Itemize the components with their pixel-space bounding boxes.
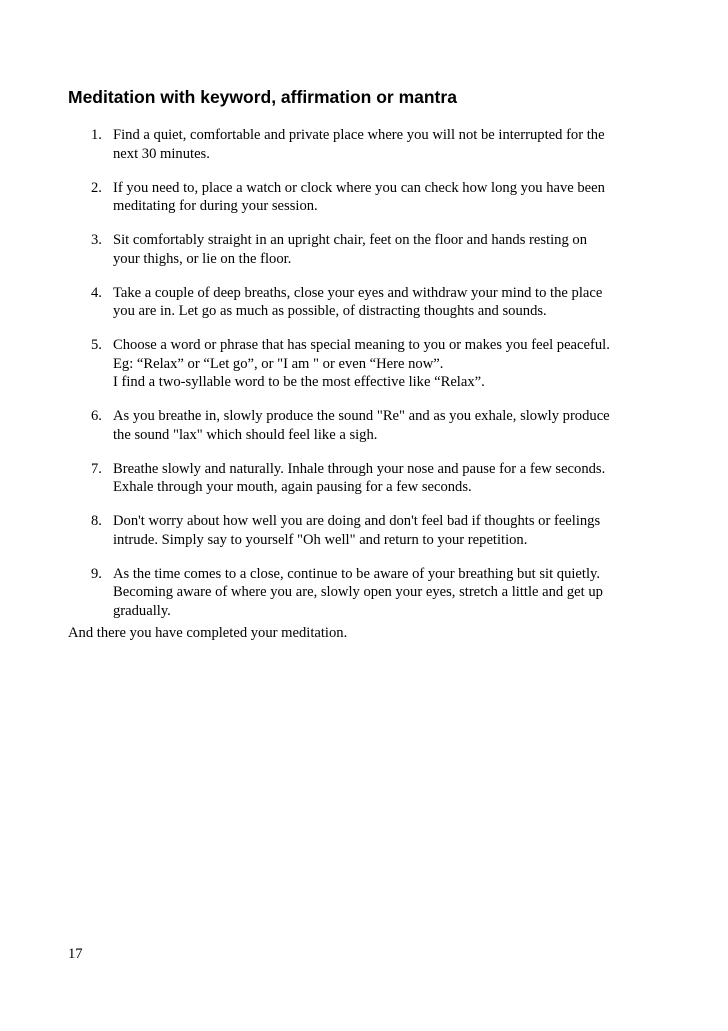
step-text-line: Don't worry about how well you are doing and don't feel bad if thoughts or feelings	[113, 513, 601, 529]
step-text-line: Sit comfortably straight in an upright chair, feet on the floor and hands resting on	[113, 232, 588, 248]
step-text-line: Choose a word or phrase that has special meaning to you or makes you feel peaceful.	[113, 337, 610, 353]
step-number: 8.	[91, 513, 102, 529]
closing-sentence: And there you have completed your meditation.	[68, 625, 348, 641]
step-text-line: As the time comes to a close, continue to be aware of your breathing but sit quietly.	[113, 565, 601, 582]
step-text-line: Find a quiet, comfortable and private place where you will not be interrupted for the	[113, 127, 605, 143]
list-item	[0, 126, 673, 163]
list-item	[0, 407, 673, 444]
step-number: 3.	[91, 232, 102, 248]
step-number: 6.	[91, 408, 102, 424]
step-text-line: the sound "lax" which should feel like a sigh.	[113, 426, 378, 443]
list-item	[0, 512, 673, 549]
step-number: 5.	[91, 337, 102, 353]
step-text-line: Exhale through your mouth, again pausing for a few seconds.	[113, 479, 472, 495]
step-number: 4.	[91, 284, 102, 301]
step-text-line: your thighs, or lie on the floor.	[113, 250, 292, 267]
step-number: 9.	[91, 565, 102, 582]
step-text-line: next 30 minutes.	[113, 145, 210, 162]
page-number: 17	[68, 946, 83, 962]
step-number: 2.	[91, 179, 102, 196]
list-item	[0, 179, 673, 216]
step-text-line: you are in. Let go as much as possible, of distracting thoughts and sounds.	[113, 303, 547, 319]
list-item	[0, 336, 673, 392]
step-number: 1.	[91, 127, 102, 143]
step-text-line: gradually.	[113, 602, 171, 619]
step-text-line: Take a couple of deep breaths, close your eyes and withdraw your mind to the place	[113, 284, 603, 301]
meditation-steps-list	[0, 126, 728, 636]
list-item	[0, 565, 673, 621]
list-item	[0, 231, 673, 268]
step-number: 7.	[91, 460, 102, 477]
list-item	[0, 284, 673, 321]
step-text-line: As you breathe in, slowly produce the sound "Re" and as you exhale, slowly produce	[113, 408, 610, 424]
step-text-line: If you need to, place a watch or clock where you can check how long you have been	[113, 179, 605, 196]
step-text-line: I find a two-syllable word to be the most effective like “Relax”.	[113, 374, 485, 390]
step-text-line: meditating for during your session.	[113, 198, 318, 214]
step-text-line: Breathe slowly and naturally. Inhale through your nose and pause for a few seconds.	[113, 460, 606, 477]
list-item	[0, 460, 673, 497]
section-heading: Meditation with keyword, affirmation or mantra	[68, 87, 457, 107]
step-text-line: Eg: “Relax” or “Let go”, or "I am " or even “Here now”.	[113, 355, 444, 372]
step-text-line: intrude. Simply say to yourself "Oh well" and return to your repetition.	[113, 531, 528, 548]
step-text-line: Becoming aware of where you are, slowly open your eyes, stretch a little and get up	[113, 584, 603, 600]
